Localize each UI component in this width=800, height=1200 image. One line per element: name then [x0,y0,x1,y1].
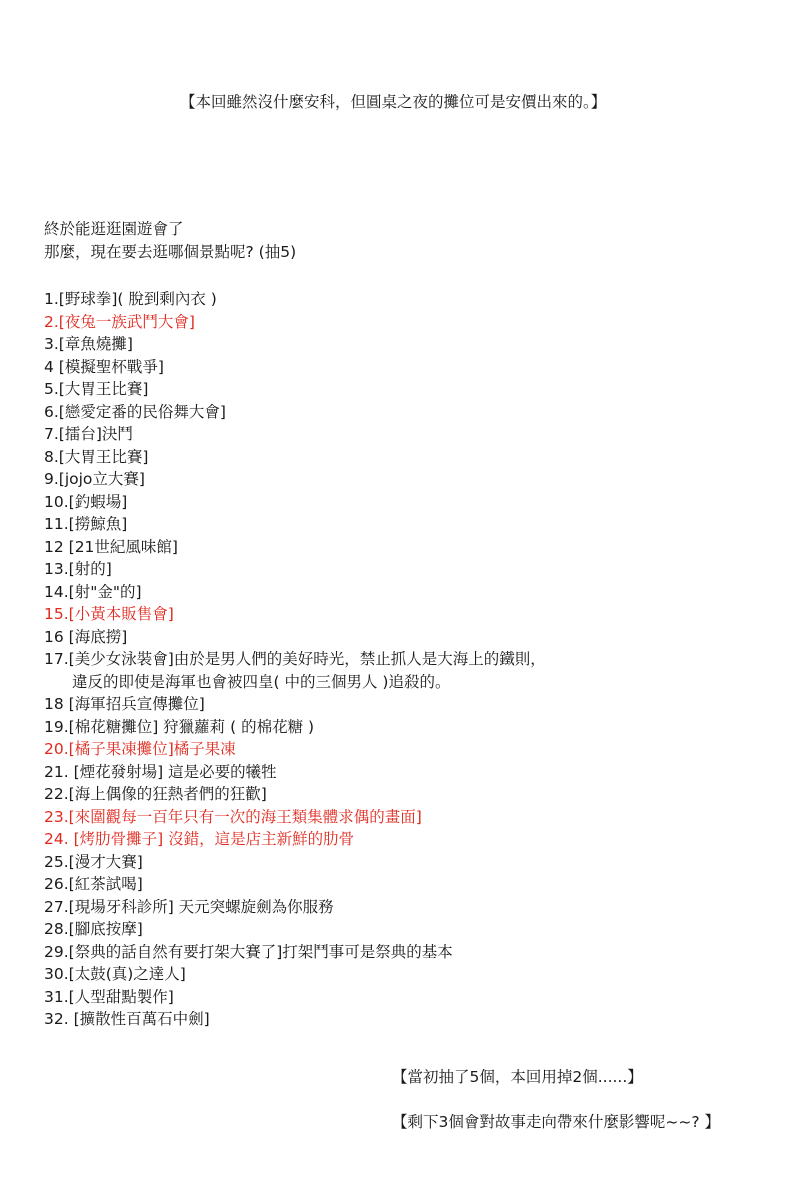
list-item: 7.[擂台]決鬥 [44,425,133,443]
list-item: 24. [烤肋骨攤子] 沒錯，這是店主新鮮的肋骨 [44,830,355,848]
footer-note-2: 【剩下3個會對故事走向帶來什麼影響呢~~? 】 [392,1113,720,1131]
list-item: 26.[紅茶試喝] [44,875,143,893]
intro-line-1: 終於能逛逛園遊會了 [44,220,184,238]
list-item: 29.[祭典的話自然有要打架大賽了]打架鬥事可是祭典的基本 [44,942,453,961]
list-item: 28.[腳底按摩] [44,920,143,938]
list-item: 17.[美少女泳裝會]由於是男人們的美好時光，禁止抓人是大海上的鐵則， [44,650,546,668]
list-item: 6.[戀愛定番的民俗舞大會] [44,402,226,421]
list-item: 12 [21世紀風味館] [44,537,178,556]
list-item: 23.[來圍觀每一百年只有一次的海王類集體求偶的畫面] [44,807,422,826]
list-item: 27.[現場牙科診所] 天元突螺旋劍為你服務 [44,897,334,916]
list-item: 14.[射"金"的] [44,582,142,601]
list-item: 22.[海上偶像的狂熱者們的狂歡] [44,785,267,803]
list-item: 2.[夜兔一族武鬥大會] [44,312,195,331]
list-item: 11.[撈鯨魚] [44,515,128,533]
list-item: 13.[射的] [44,560,112,578]
list-item: 5.[大胃王比賽] [44,380,149,398]
list-item: 18 [海軍招兵宣傳攤位] [44,695,205,713]
list-item: 32. [擴散性百萬石中劍] [44,1010,210,1028]
list-item: 1.[野球拳]( 脫到剩內衣 ) [44,290,217,308]
list-item: 16 [海底撈] [44,627,128,646]
booth-list [44,288,546,1031]
list-item: 8.[大胃王比賽] [44,447,149,466]
list-item: 15.[小黃本販售會] [44,605,174,623]
list-item: 31.[人型甜點製作] [44,987,174,1006]
list-item: 4 [模擬聖杯戰爭] [44,357,164,376]
list-item: 19.[棉花糖攤位] 狩獵蘿莉 ( 的棉花糖 ) [44,717,315,736]
footer-note-1: 【當初抽了5個，本回用掉2個......】 [392,1068,643,1086]
list-item: 9.[jojo立大賽] [44,470,145,488]
list-item-continuation: 違反的即使是海軍也會被四皇( 中的三個男人 )追殺的。 [72,672,451,691]
list-item: 30.[太鼓(真)之達人] [44,965,186,983]
list-item: 3.[章魚燒攤] [44,335,133,353]
header-note: 【本回雖然沒什麼安科，但圓桌之夜的攤位可是安價出來的。】 [180,93,607,111]
list-item: 20.[橘子果凍攤位]橘子果凍 [44,740,236,758]
list-item: 21. [煙花發射場] 這是必要的犧牲 [44,762,277,781]
list-item: 25.[漫才大賽] [44,852,143,871]
intro-line-2: 那麼，現在要去逛哪個景點呢? (抽5) [44,243,297,261]
list-item: 10.[釣蝦場] [44,492,128,511]
